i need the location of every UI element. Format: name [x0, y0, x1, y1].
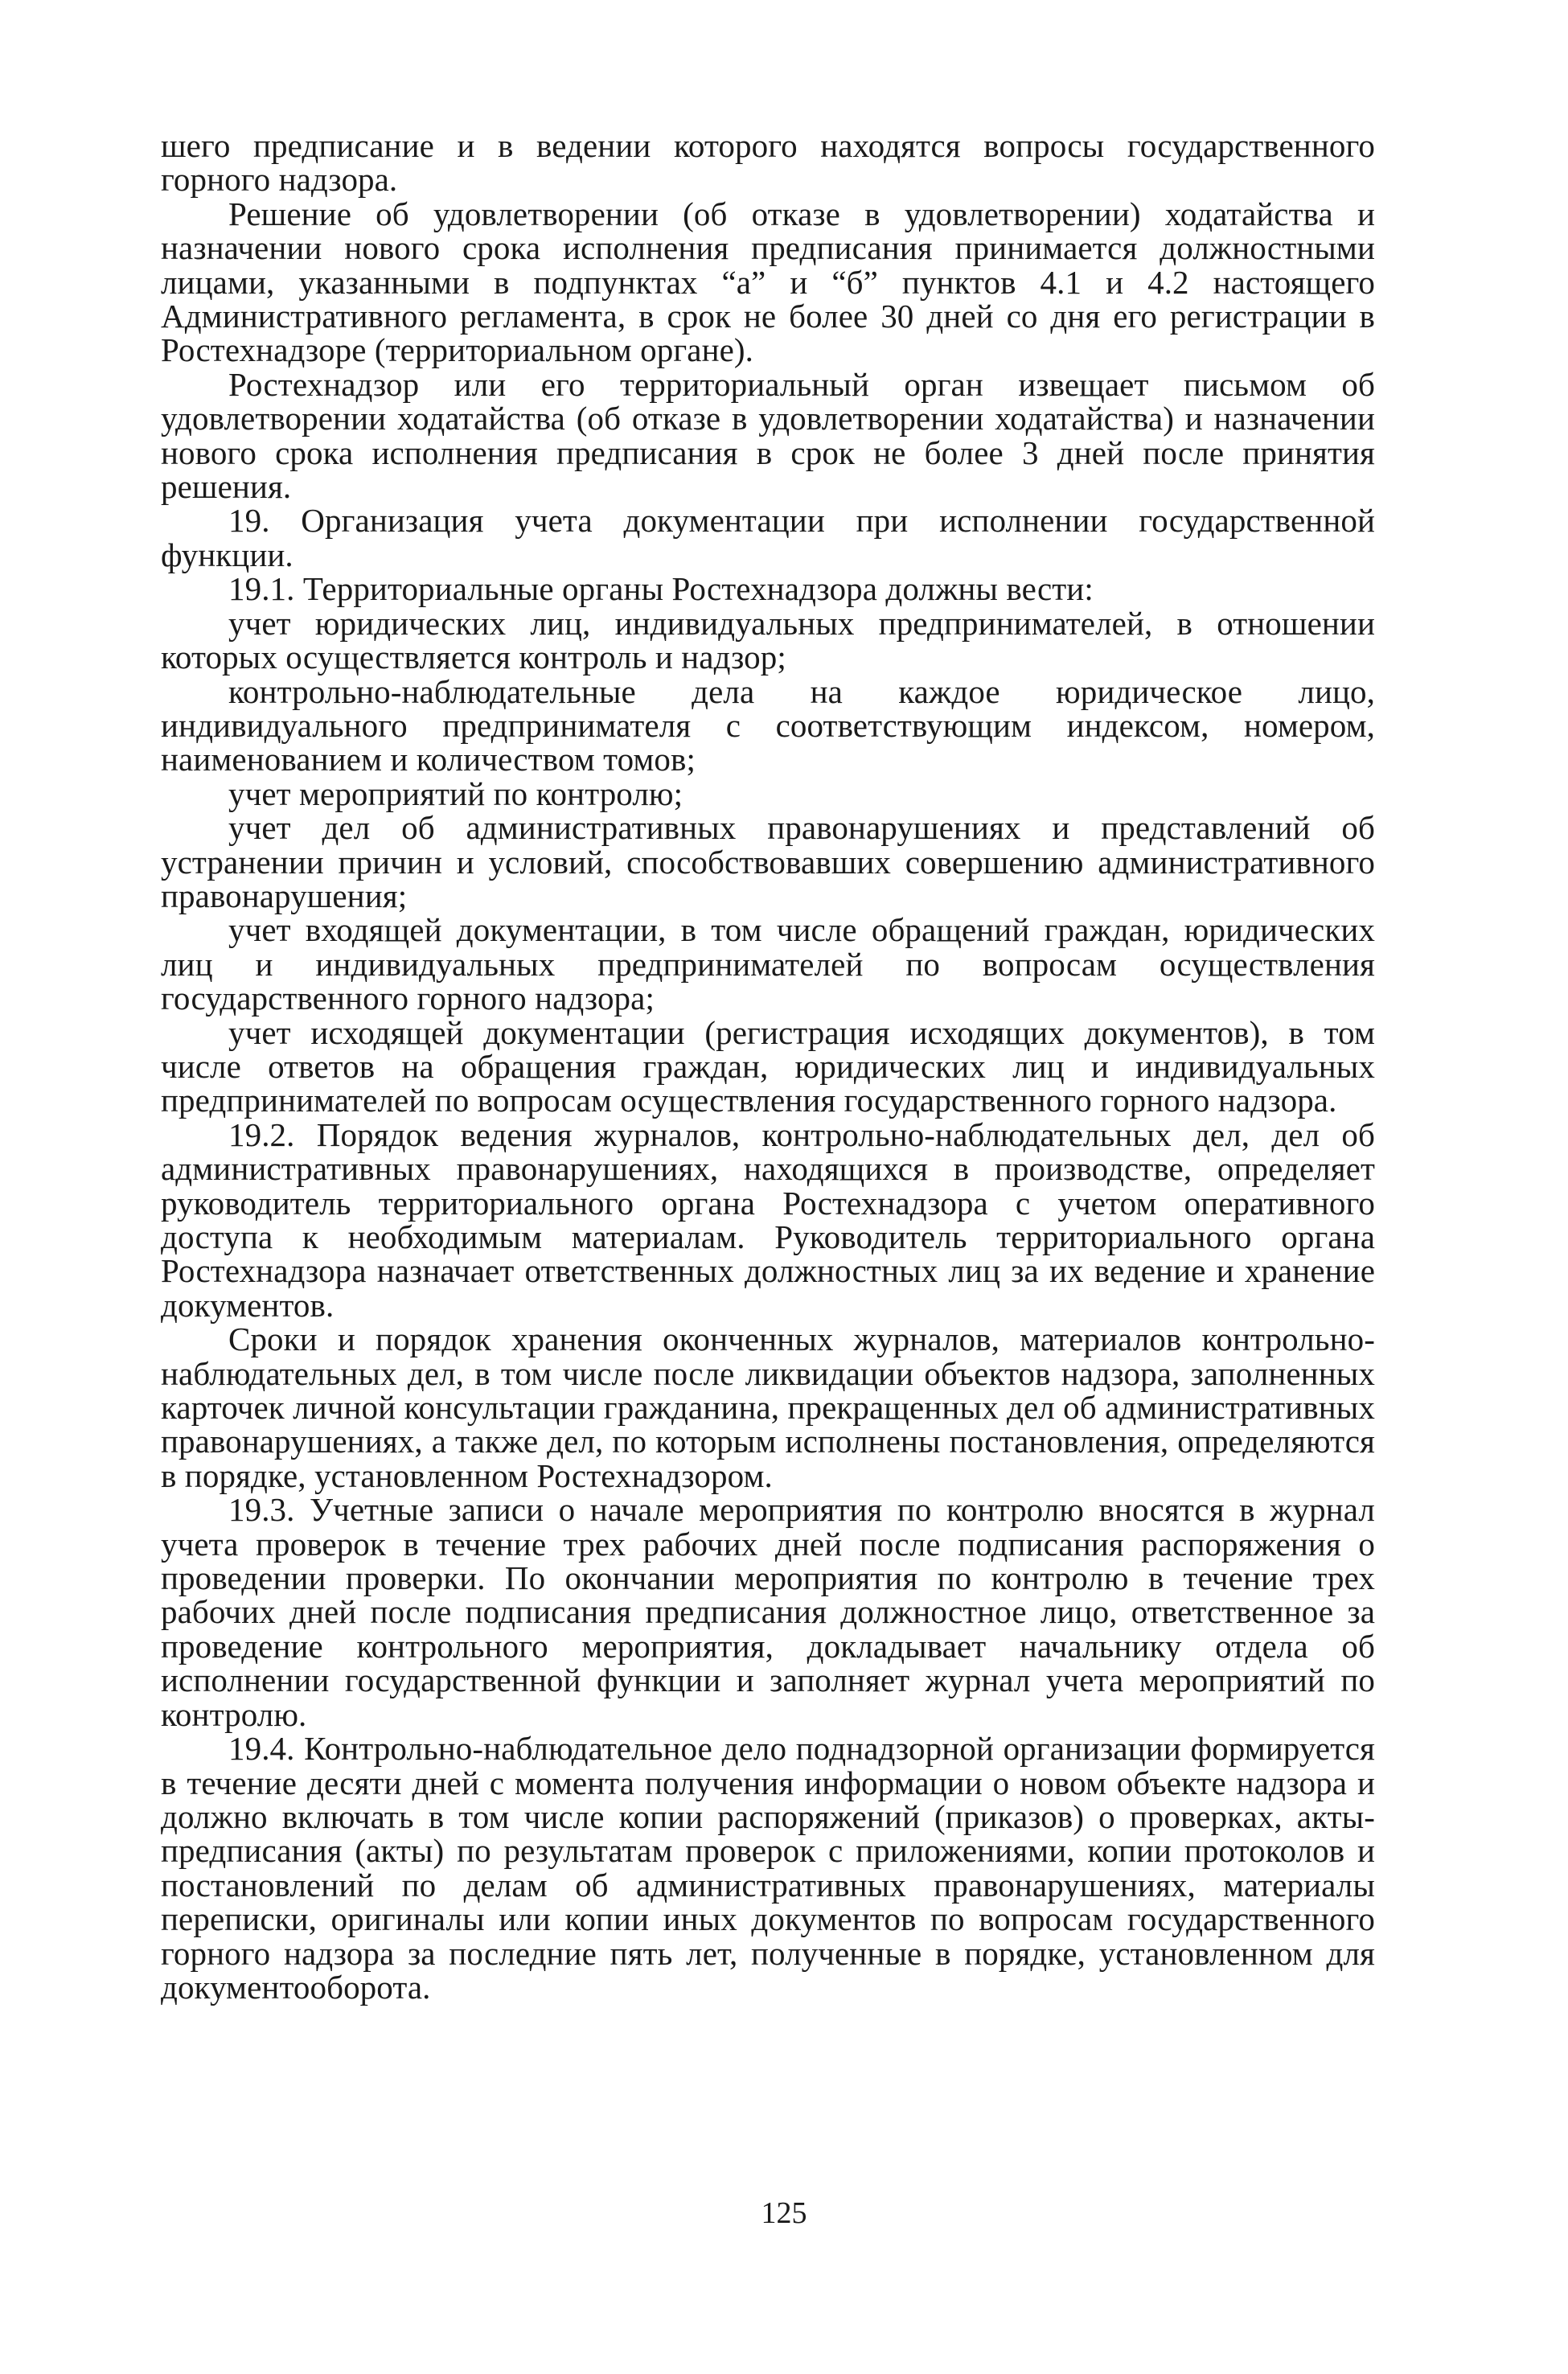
body-text — [161, 129, 1375, 2004]
list-item-legal-entities: учет юридических лиц, индивидуальных предпринимателей, в отношении которых осуществляется контроль и надзор; — [161, 604, 1375, 676]
list-item-outgoing-docs: учет исходящей документации (регистрация исходящих документов), в том числе ответов на обращения граждан, юридических лиц и индивидуальных предпринимателей по вопросам осуществления государственного горного надзора. — [161, 1013, 1375, 1119]
list-item-administrative-offenses: учет дел об административных правонарушениях и представлений об устранении причин и условий, способствовавших совершению административного правонарушения; — [161, 809, 1375, 914]
clause-19-2: 19.2. Порядок ведения журналов, контрольно-наблюдательных дел, дел об административных правонарушениях, находящихся в производстве, определяет руководитель территориального органа Ростехнадзора с учетом оперативного доступа к необходимым материалам. Руководитель территориального органа Ростехнадзора назначает ответственных должностных лиц за их ведение и хранение документов. — [161, 1115, 1375, 1324]
paragraph-continuation: шего предписание и в ведении которого находятся вопросы государственного горного надзора. — [161, 127, 1375, 199]
paragraph-storage-terms: Сроки и порядок хранения оконченных журналов, материалов контрольно-наблюдательных дел, в том числе после ликвидации объектов надзора, заполненных карточек личной консультации гражданина, прекращенных дел об административных правонарушениях, а также дел, по которым исполнены постановления, определяются в порядке, установленном Ростехнадзором. — [161, 1320, 1375, 1494]
clause-19-1: 19.1. Территориальные органы Ростехнадзора должны вести: — [228, 570, 1094, 608]
clause-19-4: 19.4. Контрольно-наблюдательное дело поднадзорной организации формируется в течение десяти дней с момента получения информации о новом объекте надзора и должно включать в том числе копии распоряжений (приказов) о проверках, акты-предписания (акты) по результатам проверок с приложениями, копии протоколов и постановлений по делам об административных правонарушениях, материалы переписки, оригиналы или копии иных документов по вопросам государственного горного надзора за последние пять лет, полученные в порядке, установленном для документооборота. — [161, 1730, 1375, 2006]
list-item-case-files: контрольно-наблюдательные дела на каждое юридическое лицо, индивидуального предпринимателя с соответствующим индексом, номером, наименованием и количеством томов; — [161, 672, 1375, 778]
paragraph-decision: Решение об удовлетворении (об отказе в удовлетворении) ходатайства и назначении нового срока исполнения предписания принимается должностными лицами, указанными в подпунктах “а” и “б” пунктов 4.1 и 4.2 настоящего Административного регламента, в срок не более 30 дней со дня его регистрации в Ростехнадзоре (территориальном органе). — [161, 195, 1375, 369]
list-item-control-measures: учет мероприятий по контролю; — [228, 774, 683, 812]
page-number: 125 — [761, 2196, 807, 2230]
section-19-heading: 19. Организация учета документации при исполнении государственной функции. — [161, 502, 1375, 573]
clause-19-3: 19.3. Учетные записи о начале мероприятия по контролю вносятся в журнал учета проверок в течение трех рабочих дней после подписания распоряжения о проведении проверки. По окончании мероприятия по контролю в течение трех рабочих дней после подписания предписания должностное лицо, ответственное за проведение контрольного мероприятия, докладывает начальнику отдела об исполнении государственной функции и заполняет журнал учета мероприятий по контролю. — [161, 1491, 1375, 1733]
list-item-incoming-docs: учет входящей документации, в том числе обращений граждан, юридических лиц и индивидуальных предпринимателей по вопросам осуществления государственного горного надзора; — [161, 911, 1375, 1017]
paragraph-notification: Ростехнадзор или его территориальный орган извещает письмом об удовлетворении ходатайства (об отказе в удовлетворении ходатайства) и назначении нового срока исполнения предписания в срок не более 3 дней после принятия решения. — [161, 365, 1375, 506]
